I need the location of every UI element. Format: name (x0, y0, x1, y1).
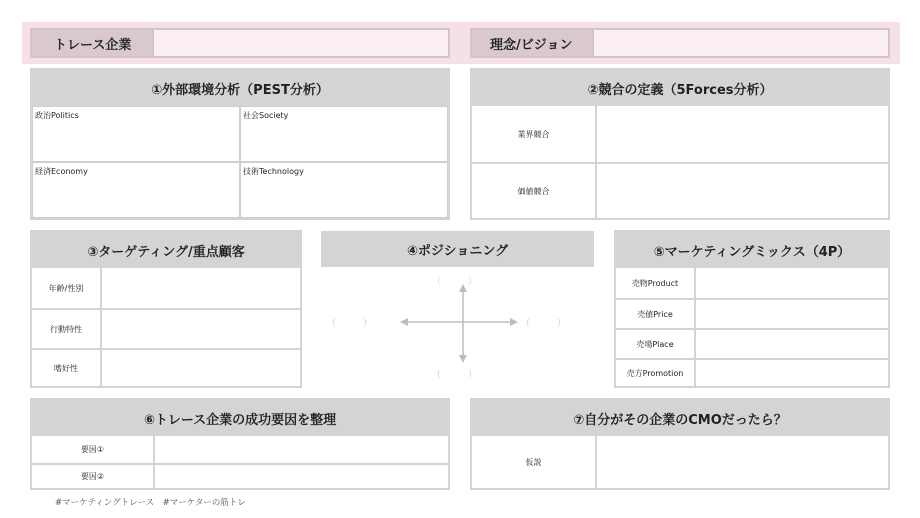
vision-header (470, 28, 890, 58)
positioning-title: ④ポジショニング (321, 231, 594, 267)
targeting-label-behavior: 行動特性 (32, 310, 102, 348)
pest-society[interactable]: 社会Society (240, 106, 448, 162)
cmo-row-hypothesis (472, 436, 888, 488)
company-header (30, 28, 450, 58)
mix-label-place: 売場Place (616, 330, 696, 358)
footer-hashtags: #マーケティングトレース #マーケターの筋トレ (55, 498, 246, 508)
targeting-value-preference[interactable] (102, 350, 300, 386)
success-row-2 (32, 463, 448, 488)
mix-title: ⑤マーケティングミックス（4P） (616, 232, 888, 268)
mix-row-place (616, 328, 888, 358)
targeting-value-behavior[interactable] (102, 310, 300, 348)
mix-row-promotion (616, 358, 888, 386)
success-row-1 (32, 436, 448, 463)
pest-politics[interactable]: 政治Politics (32, 106, 240, 162)
cmo-panel (470, 398, 890, 490)
forces-value-value[interactable] (597, 164, 888, 218)
mix-value-promotion[interactable] (696, 360, 888, 386)
success-title: ⑥トレース企業の成功要因を整理 (32, 400, 448, 436)
mix-value-place[interactable] (696, 330, 888, 358)
mix-label-promotion: 売方Promotion (616, 360, 696, 386)
mix-panel (614, 230, 890, 388)
company-label: トレース企業 (32, 30, 152, 56)
forces-title: ②競合の定義（5Forces分析） (472, 70, 888, 106)
targeting-label-age: 年齢/性別 (32, 268, 102, 308)
vision-field[interactable] (592, 30, 888, 56)
forces-label-industry: 業界競合 (472, 106, 597, 162)
forces-panel (470, 68, 890, 220)
positioning-label-bottom[interactable]: （ ） (432, 370, 478, 380)
mix-row-price (616, 298, 888, 328)
targeting-row-behavior (32, 308, 300, 348)
targeting-value-age[interactable] (102, 268, 300, 308)
targeting-row-preference (32, 348, 300, 386)
success-panel (30, 398, 450, 490)
cmo-value-hypothesis[interactable] (597, 436, 888, 488)
pest-title: ①外部環境分析（PEST分析） (32, 70, 448, 106)
forces-row-industry (472, 106, 888, 162)
mix-row-product (616, 268, 888, 298)
targeting-row-age (32, 268, 300, 308)
targeting-title: ③ターゲティング/重点顧客 (32, 232, 300, 268)
success-value-2[interactable] (155, 465, 448, 488)
cmo-label-hypothesis: 仮説 (472, 436, 597, 488)
forces-row-value (472, 162, 888, 218)
targeting-panel (30, 230, 302, 388)
cmo-title: ⑦自分がその企業のCMOだったら？ (472, 400, 888, 436)
pest-panel (30, 68, 450, 220)
forces-value-industry[interactable] (597, 106, 888, 162)
success-label-1: 要因① (32, 436, 155, 463)
success-value-1[interactable] (155, 436, 448, 463)
positioning-label-left[interactable]: （ ） (327, 319, 373, 329)
pest-technology[interactable]: 技術Technology (240, 162, 448, 218)
mix-label-product: 売物Product (616, 268, 696, 298)
positioning-label-top[interactable]: （ ） (432, 277, 478, 287)
mix-label-price: 売値Price (616, 300, 696, 328)
company-field[interactable] (152, 30, 448, 56)
targeting-label-preference: 嗜好性 (32, 350, 102, 386)
pest-economy[interactable]: 経済Economy (32, 162, 240, 218)
positioning-label-right[interactable]: （ ） (521, 319, 567, 329)
positioning-map[interactable] (321, 267, 594, 388)
mix-value-product[interactable] (696, 268, 888, 298)
forces-label-value: 価値競合 (472, 164, 597, 218)
mix-value-price[interactable] (696, 300, 888, 328)
success-label-2: 要因② (32, 465, 155, 488)
vision-label: 理念/ビジョン (472, 30, 592, 56)
